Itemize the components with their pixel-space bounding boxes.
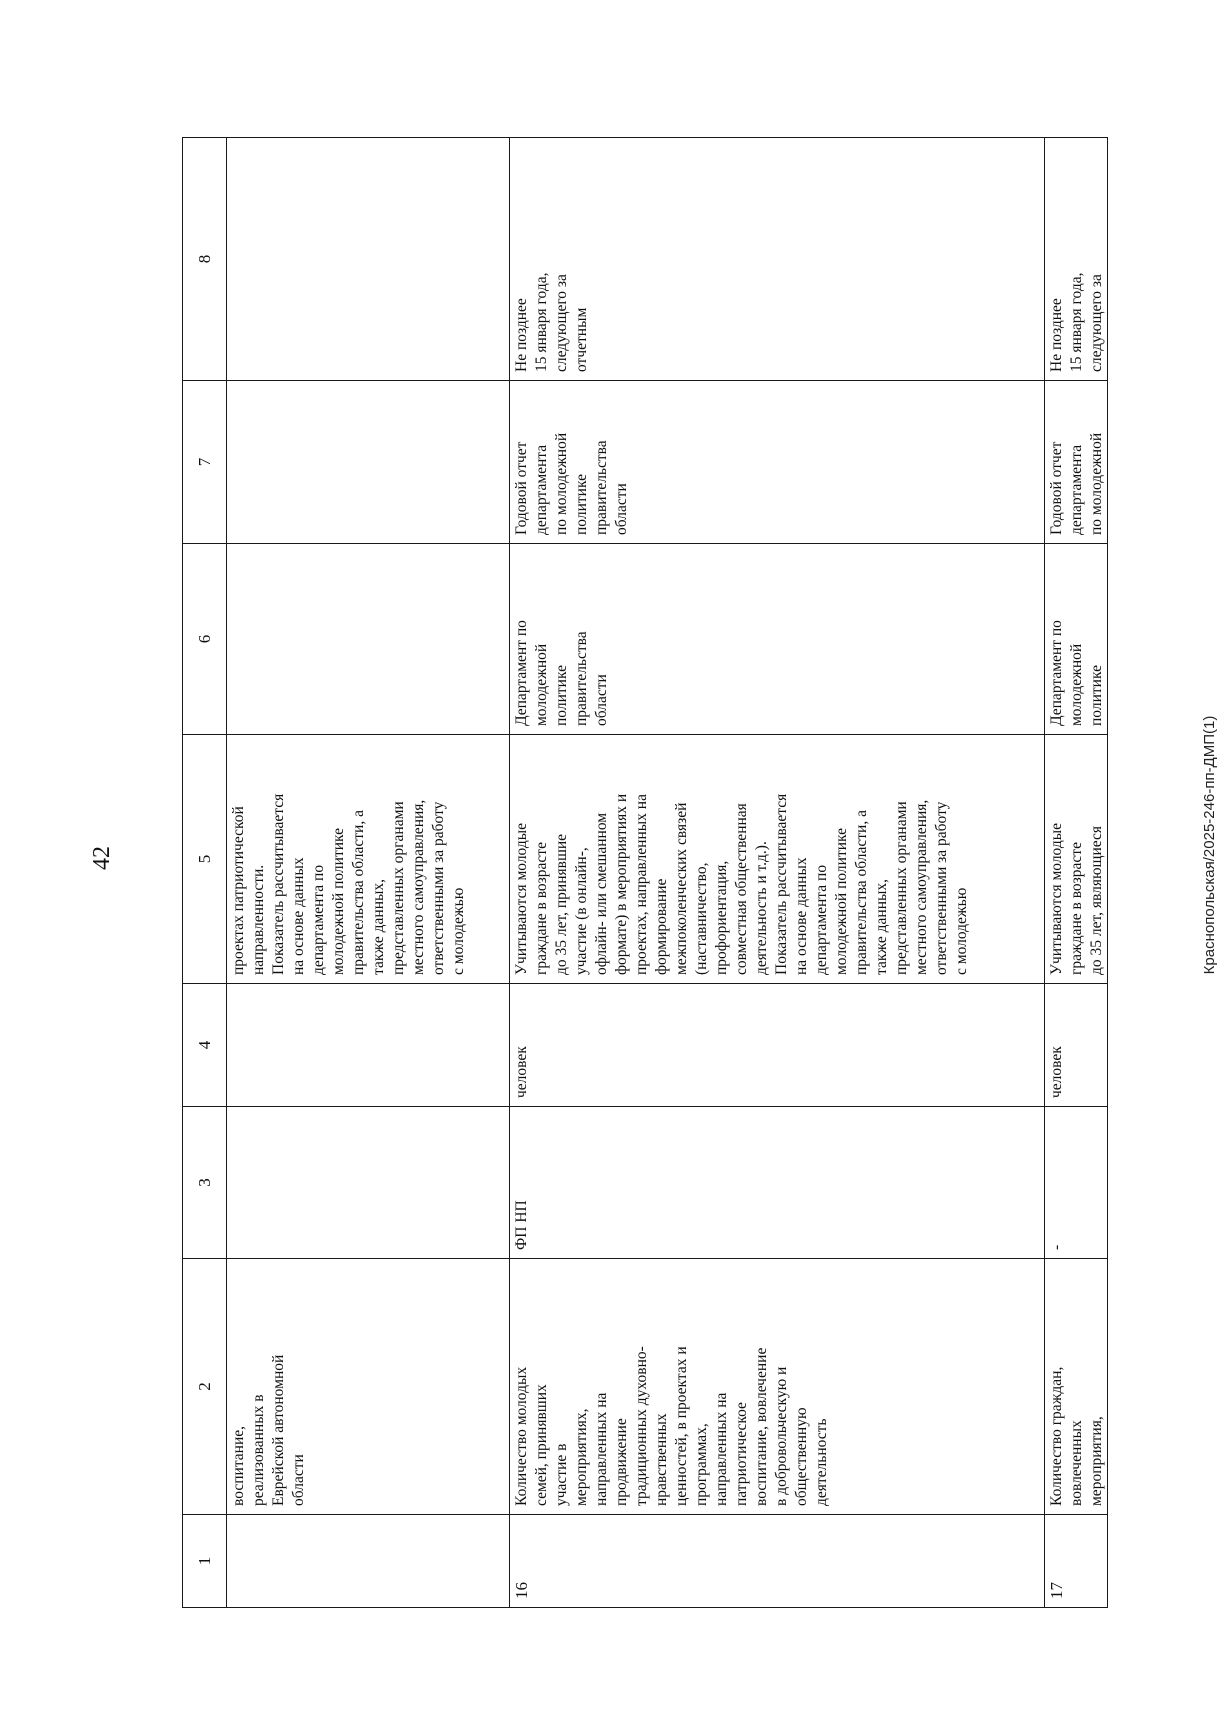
indicator-name-cell: Количество молодых семей, принявших участие в мероприятиях, направленных на продвижение традиционных духовно- нравственных ценностей, в проектах и программах, направленных на патриотическое воспитание, вовлечение в добровольческую и общественную деятельность	[510, 1259, 1045, 1515]
deadline-cell: Не позднее 15 января года, следующего за	[1045, 138, 1108, 381]
document-footer-id: Краснопольская/2025-246-пп-ДМП(1)	[1201, 715, 1218, 975]
indicator-name-cell: Количество граждан, вовлеченных мероприятия,	[1045, 1259, 1108, 1515]
column-header: 5	[183, 735, 227, 984]
column-header: 2	[183, 1259, 227, 1515]
project-cell: -	[1045, 1107, 1108, 1259]
responsible-cell: Департамент по молодежной политике правительства области	[510, 544, 1045, 735]
table-row	[227, 138, 510, 1608]
project-cell	[227, 1107, 510, 1259]
unit-cell: человек	[510, 984, 1045, 1107]
method-cell: Учитываются молодые граждане в возрасте до 35 лет, являющиеся	[1045, 735, 1108, 984]
row-number-cell	[227, 1515, 510, 1608]
source-cell: Годовой отчет департамента по молодежной	[1045, 381, 1108, 544]
unit-cell	[227, 984, 510, 1107]
method-cell: проектах патриотической направленности. Показатель рассчитывается на основе данных департамента по молодежной политике правительства области, а также данных, представленных органами местного самоуправления, ответственными за работу с молодежью	[227, 735, 510, 984]
column-header: 4	[183, 984, 227, 1107]
page-number: 42	[89, 846, 115, 870]
row-number-cell: 17	[1045, 1515, 1108, 1608]
table-row	[1045, 138, 1108, 1608]
table-row	[510, 138, 1045, 1608]
column-header: 7	[183, 381, 227, 544]
rotated-table-container	[182, 138, 1105, 1608]
indicator-table	[182, 137, 1108, 1608]
column-header: 1	[183, 1515, 227, 1608]
column-header: 3	[183, 1107, 227, 1259]
row-number-cell: 16	[510, 1515, 1045, 1608]
method-cell: Учитываются молодые граждане в возрасте до 35 лет, принявшие участие (в онлайн-, офлайн- или смешанном формате) в мероприятиях и проектах, направленных на формирование межпоколенческих связей (наставничество, профориентация, совместная общественная деятельность и т.д.). Показатель рассчитывается на основе данных департамента по молодежной политике правительства области, а также данных, представленных органами местного самоуправления, ответственными за работу с молодежью	[510, 735, 1045, 984]
source-cell	[227, 381, 510, 544]
responsible-cell	[227, 544, 510, 735]
project-cell: ФП НП	[510, 1107, 1045, 1259]
deadline-cell: Не позднее 15 января года, следующего за отчетным	[510, 138, 1045, 381]
column-header: 8	[183, 138, 227, 381]
responsible-cell: Департамент по молодежной политике	[1045, 544, 1108, 735]
deadline-cell	[227, 138, 510, 381]
column-header: 6	[183, 544, 227, 735]
source-cell: Годовой отчет департамента по молодежной политике правительства области	[510, 381, 1045, 544]
unit-cell: человек	[1045, 984, 1108, 1107]
indicator-name-cell: воспитание, реализованных в Еврейской автономной области	[227, 1259, 510, 1515]
table-header-row	[183, 138, 227, 1608]
